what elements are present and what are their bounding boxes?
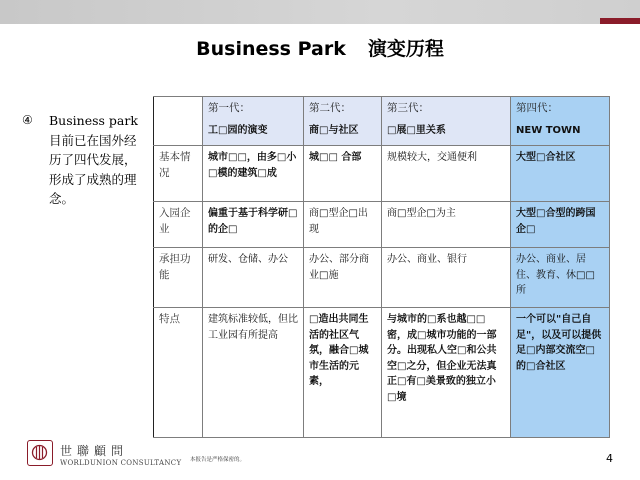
company-logo-icon	[27, 440, 53, 466]
table-cell: 商□型企□出现	[304, 202, 382, 248]
table-cell: □造出共同生活的社区气氛，融合□城市生活的元素，	[304, 308, 382, 438]
table-cell: 大型□合型的跨国企□	[511, 202, 610, 248]
top-banner	[0, 0, 640, 24]
row-header: 特点	[154, 308, 203, 438]
table-cell: 大型□合社区	[511, 146, 610, 202]
evolution-table	[153, 96, 610, 438]
table-row	[154, 248, 610, 308]
table-cell: 商□型企□为主	[382, 202, 511, 248]
row-header: 基本情况	[154, 146, 203, 202]
column-header-highlight: 第四代： NEW TOWN	[511, 97, 610, 146]
row-header: 承担功能	[154, 248, 203, 308]
title-zh: 演变历程	[367, 38, 444, 60]
table-cell: 办公、商业、居住、教育、休□□所	[511, 248, 610, 308]
column-header: 第一代： 工□园的演变	[203, 97, 304, 146]
table-cell: 城□□ 合部	[304, 146, 382, 202]
table-cell: 规模较大，交通便利	[382, 146, 511, 202]
slide-title	[0, 34, 640, 61]
logo-english-name: WORLDUNION CONSULTANCY	[60, 459, 182, 467]
table-cell: 建筑标准较低，但比工业园有所提高	[203, 308, 304, 438]
table-cell: 与城市的□系也越□□密，成□城市功能的一部分。出现私人空□和公共空□之分，但企业无法真正□有□美景致的独立小□境	[382, 308, 511, 438]
table-cell: 研发、仓储、办公	[203, 248, 304, 308]
logo-chinese-name: 世聯顧問	[60, 444, 129, 458]
column-header: 第二代： 商□与社区	[304, 97, 382, 146]
title-en: Business Park	[196, 38, 346, 60]
table-header-row	[154, 97, 610, 146]
table-cell: 办公、部分商业□施	[304, 248, 382, 308]
top-accent-stripe	[600, 18, 640, 24]
table-cell: 偏重于基于科学研□的企□	[203, 202, 304, 248]
table-row	[154, 202, 610, 248]
table-cell: 城市□□，由多□小□模的建筑□成	[203, 146, 304, 202]
intro-text: Business park 目前已在国外经历了四代发展，形成了成熟的理念。	[49, 113, 138, 206]
row-header: 入园企业	[154, 202, 203, 248]
column-header: 第三代： □展□里关系	[382, 97, 511, 146]
table-cell: 一个可以"自己自足"，以及可以提供足□内部交流空□的□合社区	[511, 308, 610, 438]
table-row	[154, 308, 610, 438]
table-corner-cell	[154, 97, 203, 146]
bullet-number-icon: ④	[22, 113, 33, 127]
table-row	[154, 146, 610, 202]
table-cell: 办公、商业、银行	[382, 248, 511, 308]
page-number: 4	[606, 452, 613, 465]
confidential-note: 本报告是严格保密的。	[190, 457, 246, 463]
